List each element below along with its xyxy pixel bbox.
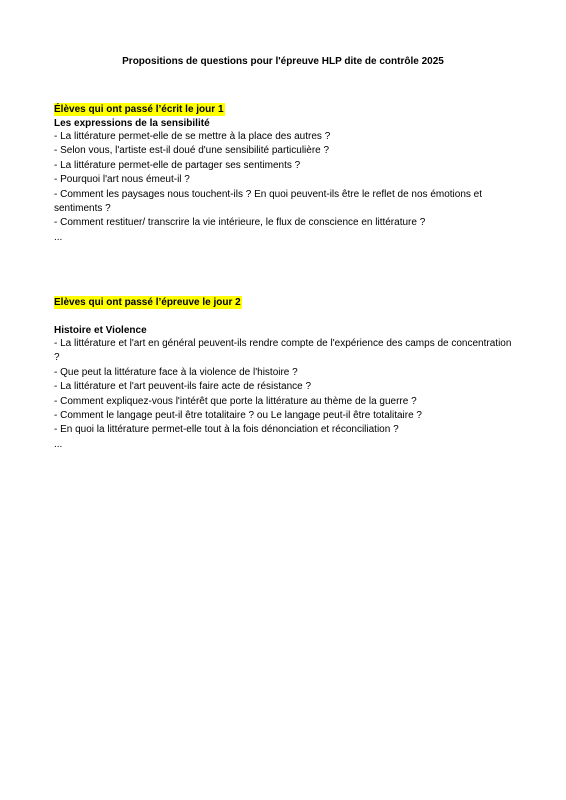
question-item: - La littérature et l'art en général peuvent-ils rendre compte de l'expérience des camps de concentration ? bbox=[54, 338, 512, 364]
section-day-1 bbox=[54, 99, 514, 244]
ellipsis-day-2: ... bbox=[54, 438, 63, 450]
question-item: - La littérature permet-elle de partager ses sentiments ? bbox=[54, 159, 301, 171]
section-heading-day-1: Élèves qui ont passé l’écrit le jour 1 bbox=[54, 104, 224, 115]
question-list-day-1 bbox=[54, 130, 514, 231]
question-item: - Pourquoi l'art nous émeut-il ? bbox=[54, 174, 190, 186]
question-item: - En quoi la littérature permet-elle tout à la fois dénonciation et réconciliation ? bbox=[54, 424, 399, 436]
question-item: - Selon vous, l'artiste est-il doué d'une sensibilité particulière ? bbox=[54, 145, 330, 157]
question-item: - Comment expliquez-vous l'intérêt que porte la littérature au thème de la guerre ? bbox=[54, 395, 417, 407]
theme-title-sensibilite: Les expressions de la sensibilité bbox=[54, 118, 210, 129]
section-day-2 bbox=[54, 292, 514, 451]
question-item: - La littérature permet-elle de se mettre à la place des autres ? bbox=[54, 131, 331, 142]
question-item: - Comment restituer/ transcrire la vie intérieure, le flux de conscience en littérature ? bbox=[54, 217, 426, 229]
document-title: Propositions de questions pour l'épreuve HLP dite de contrôle 2025 bbox=[122, 56, 444, 67]
question-item: - Comment le langage peut-il être totalitaire ? ou Le langage peut-il être totalitaire ? bbox=[54, 410, 422, 422]
question-item: - Que peut la littérature face à la violence de l'histoire ? bbox=[54, 366, 298, 378]
question-item: - Comment les paysages nous touchent-ils ? En quoi peuvent-ils être le reflet de nos émotions et sentiments ? bbox=[54, 188, 483, 215]
question-item: - La littérature et l'art peuvent-ils faire acte de résistance ? bbox=[54, 381, 312, 393]
section-heading-day-2: Elèves qui ont passé l’épreuve le jour 2 bbox=[54, 297, 241, 308]
theme-title-histoire-violence: Histoire et Violence bbox=[54, 325, 147, 336]
question-list-day-2 bbox=[54, 337, 514, 438]
ellipsis-day-1: ... bbox=[54, 231, 63, 243]
